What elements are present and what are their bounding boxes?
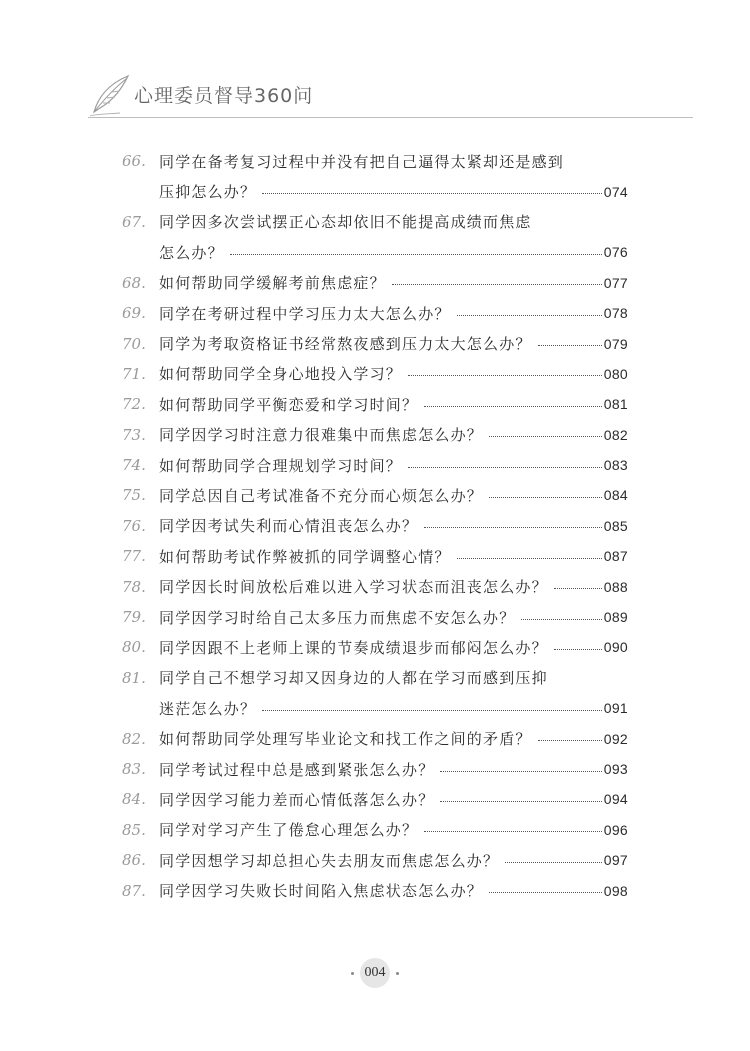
toc-entry-title: 如何帮助同学平衡恋爱和学习时间？ (159, 395, 419, 414)
toc-entry-line (122, 571, 628, 601)
toc-entry-number: 76. (122, 516, 146, 535)
dot-leader (408, 375, 602, 376)
toc-entry-number: 74. (122, 456, 146, 475)
toc-entry[interactable] (122, 663, 628, 724)
toc-entry-page: 093 (603, 761, 628, 777)
toc-entry-page: 094 (603, 791, 628, 808)
toc-entry[interactable] (122, 815, 628, 845)
toc-entry-line (122, 693, 628, 723)
toc-entry-title: 怎么办？ (159, 243, 224, 262)
dot-leader (489, 436, 602, 437)
toc-entry[interactable] (122, 784, 628, 814)
toc-entry-line (122, 754, 628, 784)
toc-entry[interactable] (122, 146, 628, 207)
toc-entry-title: 同学在考研过程中学习压力太大怎么办？ (159, 304, 451, 323)
toc-entry-number: 87. (122, 881, 146, 900)
toc-entry-number: 79. (122, 608, 146, 627)
toc-entry[interactable] (122, 207, 628, 268)
toc-entry-number: 68. (122, 273, 146, 292)
toc-entry-page: 091 (603, 700, 628, 717)
toc-entry-line (122, 723, 628, 753)
toc-entry-number: 71. (122, 364, 146, 383)
toc-entry-number: 86. (122, 851, 146, 870)
toc-entry-title: 如何帮助同学合理规划学习时间？ (159, 456, 403, 475)
toc-entry-line (122, 541, 628, 571)
toc-entry-page: 079 (603, 335, 628, 352)
toc-entry-title: 同学因学习时注意力很难集中而焦虑怎么办？ (159, 426, 484, 445)
toc-entry-title: 同学在备考复习过程中并没有把自己逼得太紧却还是感到 (159, 152, 565, 171)
dot-leader (424, 527, 602, 528)
dot-leader (505, 862, 602, 863)
toc-entry-title: 同学总因自己考试准备不充分而心烦怎么办？ (159, 486, 484, 505)
toc-entry[interactable] (122, 632, 628, 662)
toc-entry-line (122, 176, 628, 206)
table-of-contents (122, 146, 628, 906)
toc-entry-number: 73. (122, 425, 146, 444)
toc-entry-page: 080 (603, 365, 628, 382)
dot-leader (489, 497, 602, 498)
toc-entry-title: 如何帮助考试作弊被抓的同学调整心情？ (159, 547, 451, 566)
toc-entry[interactable] (122, 571, 628, 601)
toc-entry-number: 69. (122, 304, 146, 323)
toc-entry-title: 迷茫怎么办？ (159, 699, 257, 718)
toc-entry-number: 80. (122, 638, 146, 657)
toc-entry-page: 076 (603, 244, 628, 261)
toc-entry-line (122, 815, 628, 845)
toc-entry-page: 078 (603, 305, 628, 322)
dot-leader (554, 588, 602, 589)
toc-entry[interactable] (122, 723, 628, 753)
book-title: 心理委员督导360问 (134, 85, 314, 107)
dot-leader (489, 892, 602, 893)
toc-entry-line (122, 359, 628, 389)
toc-entry-title: 同学因跟不上老师上课的节奏成绩退步而郁闷怎么办？ (159, 638, 548, 657)
toc-entry[interactable] (122, 328, 628, 358)
toc-entry-number: 72. (122, 395, 146, 414)
toc-entry-line (122, 632, 628, 662)
toc-entry-title: 同学因想学习却总担心失去朋友而焦虑怎么办？ (159, 851, 500, 870)
toc-entry-line (122, 298, 628, 328)
toc-entry-line (122, 784, 628, 814)
toc-entry[interactable] (122, 602, 628, 632)
dot-leader (262, 710, 602, 711)
dot-leader (457, 315, 602, 316)
toc-entry-page: 096 (603, 821, 628, 838)
toc-entry-line (122, 663, 628, 693)
toc-entry-title: 同学自己不想学习却又因身边的人都在学习而感到压抑 (159, 669, 548, 688)
toc-entry-title: 如何帮助同学处理写毕业论文和找工作之间的矛盾？ (159, 730, 532, 749)
page-number: 004 (360, 958, 390, 988)
dot-leader (538, 740, 602, 741)
toc-entry-title: 同学考试过程中总是感到紧张怎么办？ (159, 760, 435, 779)
toc-entry-number: 81. (122, 668, 146, 687)
toc-entry-title: 同学因学习时给自己太多压力而焦虑不安怎么办？ (159, 608, 516, 627)
toc-entry-line (122, 389, 628, 419)
toc-entry-number: 75. (122, 486, 146, 505)
dot-leader (457, 558, 602, 559)
dot-leader (554, 649, 602, 650)
toc-entry[interactable] (122, 754, 628, 784)
toc-entry[interactable] (122, 541, 628, 571)
toc-entry-number: 84. (122, 790, 146, 809)
toc-entry-line (122, 328, 628, 358)
toc-entry-page: 088 (603, 578, 628, 595)
toc-entry[interactable] (122, 420, 628, 450)
dot-leader (440, 771, 601, 772)
toc-entry-title: 同学因学习能力差而心情低落怎么办？ (159, 790, 435, 809)
toc-entry-page: 077 (603, 274, 628, 291)
toc-entry-line (122, 237, 628, 267)
toc-entry-title: 同学为考取资格证书经常熬夜感到压力太大怎么办？ (159, 335, 532, 354)
toc-entry-line (122, 207, 628, 237)
running-header (88, 70, 313, 118)
toc-entry-line (122, 602, 628, 632)
toc-entry-number: 70. (122, 334, 146, 353)
toc-entry-line (122, 146, 628, 176)
dot-leader (392, 284, 602, 285)
toc-entry-title: 如何帮助同学缓解考前焦虑症？ (159, 274, 386, 293)
dot-leader (538, 345, 602, 346)
toc-entry-page: 089 (603, 609, 628, 626)
dot-leader (424, 406, 602, 407)
toc-entry-number: 83. (122, 760, 146, 778)
toc-entry-title: 同学对学习产生了倦怠心理怎么办？ (159, 821, 419, 840)
toc-entry[interactable] (122, 389, 628, 419)
toc-entry[interactable] (122, 268, 628, 298)
toc-entry-number: 67. (122, 212, 146, 231)
toc-entry-page: 087 (603, 548, 628, 565)
toc-entry[interactable] (122, 298, 628, 328)
toc-entry-title: 如何帮助同学全身心地投入学习？ (159, 365, 403, 384)
toc-entry-page: 074 (603, 183, 628, 200)
toc-entry-page: 092 (603, 730, 628, 747)
toc-entry-line (122, 420, 628, 450)
toc-entry-line (122, 845, 628, 875)
toc-entry-title: 同学因多次尝试摆正心态却依旧不能提高成绩而焦虑 (159, 213, 532, 232)
toc-entry-page: 090 (603, 639, 628, 656)
toc-entry-page: 083 (603, 457, 628, 474)
toc-entry-page: 084 (603, 487, 628, 504)
toc-entry-line (122, 480, 628, 510)
toc-entry-line (122, 450, 628, 480)
dot-leader (521, 619, 601, 620)
toc-entry-title: 同学因考试失利而心情沮丧怎么办？ (159, 517, 419, 536)
toc-entry[interactable] (122, 875, 628, 905)
toc-entry[interactable] (122, 359, 628, 389)
dot-leader (262, 193, 602, 194)
toc-entry-title: 同学因长时间放松后难以进入学习状态而沮丧怎么办？ (159, 578, 548, 597)
dot-leader (440, 801, 601, 802)
toc-entry-number: 85. (122, 820, 146, 839)
toc-entry-number: 66. (122, 152, 146, 171)
toc-entry[interactable] (122, 845, 628, 875)
toc-entry-number: 82. (122, 729, 146, 748)
dot-leader (424, 831, 602, 832)
toc-entry-number: 77. (122, 547, 146, 566)
toc-entry-number: 78. (122, 577, 146, 596)
toc-entry-title: 同学因学习失败长时间陷入焦虑状态怎么办？ (159, 882, 484, 901)
toc-entry-page: 097 (603, 852, 628, 869)
toc-entry-page: 082 (603, 426, 628, 443)
header-rule (88, 117, 693, 118)
toc-entry-page: 085 (603, 517, 628, 534)
page-footer (0, 958, 750, 988)
toc-entry-title: 压抑怎么办？ (159, 183, 257, 202)
dot-leader (230, 254, 602, 255)
toc-entry-line (122, 511, 628, 541)
toc-entry-page: 081 (603, 396, 628, 413)
toc-entry-line (122, 875, 628, 905)
toc-entry[interactable] (122, 450, 628, 480)
dot-leader (408, 467, 602, 468)
toc-entry-line (122, 268, 628, 298)
toc-entry-page: 098 (603, 882, 628, 899)
toc-entry[interactable] (122, 480, 628, 510)
toc-entry[interactable] (122, 511, 628, 541)
feather-quill-icon (88, 72, 132, 118)
